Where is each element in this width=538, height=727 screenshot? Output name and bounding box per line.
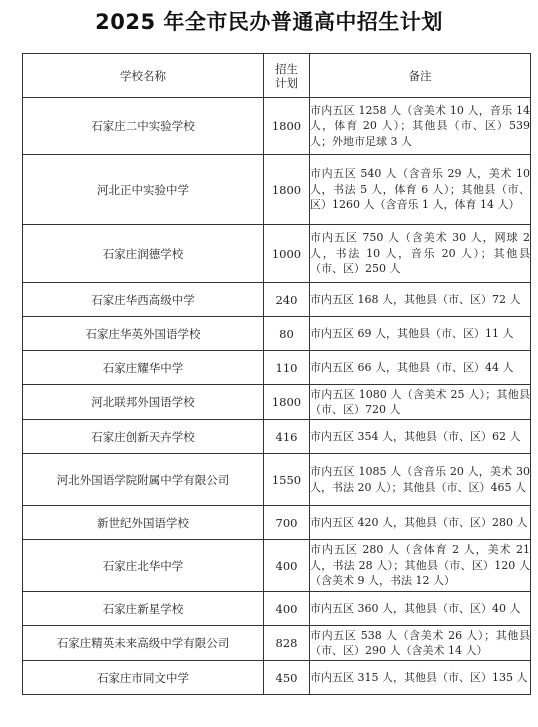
- note-text: 市内五区 354 人，其他县（市、区）62 人: [310, 420, 531, 454]
- quota-value: 1550: [264, 454, 310, 506]
- quota-value: 450: [264, 661, 310, 695]
- page-title: 2025 年全市民办普通高中招生计划: [95, 10, 443, 34]
- quota-value: 400: [264, 592, 310, 626]
- quota-value: 1800: [264, 98, 310, 155]
- school-name: 石家庄二中实验学校: [23, 98, 264, 155]
- quota-value: 1800: [264, 155, 310, 225]
- school-name: 石家庄市同文中学: [23, 661, 264, 695]
- note-text: 市内五区 360 人，其他县（市、区）40 人: [310, 592, 531, 626]
- school-name: 石家庄华英外国语学校: [23, 317, 264, 351]
- school-name: 河北正中实验中学: [23, 155, 264, 225]
- school-name: 石家庄新星学校: [23, 592, 264, 626]
- table-row: [23, 540, 531, 592]
- school-name: 河北联邦外国语学校: [23, 385, 264, 420]
- note-text: 市内五区 315 人，其他县（市、区）135 人: [310, 661, 531, 695]
- school-name: 石家庄北华中学: [23, 540, 264, 592]
- note-text: 市内五区 540 人（含音乐 29 人，美术 10 人，书法 5 人，体育 6 人）；其他县（市、区）1260 人（含音乐 1 人，体育 14 人）: [310, 155, 531, 225]
- table-row: [23, 98, 531, 155]
- note-text: 市内五区 168 人，其他县（市、区）72 人: [310, 283, 531, 317]
- school-name: 新世纪外国语学校: [23, 506, 264, 540]
- table-row: [23, 454, 531, 506]
- header-school: 学校名称: [23, 54, 264, 98]
- quota-value: 1800: [264, 385, 310, 420]
- table-row: [23, 225, 531, 283]
- school-name: 河北外国语学院附属中学有限公司: [23, 454, 264, 506]
- table-row: [23, 283, 531, 317]
- table-row: [23, 385, 531, 420]
- note-text: 市内五区 1258 人（含美术 10 人，音乐 14 人，体育 20 人）；其他县（市、区）539 人；外地市足球 3 人: [310, 98, 531, 155]
- note-text: 市内五区 280 人（含体育 2 人，美术 21 人，书法 28 人）；其他县（市、区）120 人（含美术 9 人，书法 12 人）: [310, 540, 531, 592]
- note-text: 市内五区 750 人（含美术 30 人，网球 2 人，书法 10 人，音乐 20 人）；其他县（市、区）250 人: [310, 225, 531, 283]
- header-note: 备注: [310, 54, 531, 98]
- quota-value: 416: [264, 420, 310, 454]
- note-text: 市内五区 420 人，其他县（市、区）280 人: [310, 506, 531, 540]
- school-name: 石家庄耀华中学: [23, 351, 264, 385]
- enrollment-plan-table: [22, 53, 531, 695]
- table-row: [23, 155, 531, 225]
- school-name: 石家庄润德学校: [23, 225, 264, 283]
- note-text: 市内五区 1085 人（含音乐 20 人，美术 30 人，书法 20 人）；其他县（市、区）465 人: [310, 454, 531, 506]
- note-text: 市内五区 1080 人（含美术 25 人）；其他县（市、区）720 人: [310, 385, 531, 420]
- quota-value: 240: [264, 283, 310, 317]
- quota-value: 1000: [264, 225, 310, 283]
- table-row: [23, 317, 531, 351]
- school-name: 石家庄华西高级中学: [23, 283, 264, 317]
- quota-value: 700: [264, 506, 310, 540]
- table-row: [23, 626, 531, 661]
- table-row: [23, 420, 531, 454]
- quota-value: 110: [264, 351, 310, 385]
- note-text: 市内五区 69 人，其他县（市、区）11 人: [310, 317, 531, 351]
- quota-value: 828: [264, 626, 310, 661]
- table-row: [23, 592, 531, 626]
- table-header-row: [23, 54, 531, 98]
- quota-value: 400: [264, 540, 310, 592]
- school-name: 石家庄精英未来高级中学有限公司: [23, 626, 264, 661]
- header-quota: 招生计划: [264, 54, 310, 98]
- table-row: [23, 661, 531, 695]
- school-name: 石家庄创新天卉学校: [23, 420, 264, 454]
- table-row: [23, 351, 531, 385]
- table-row: [23, 506, 531, 540]
- note-text: 市内五区 66 人，其他县（市、区）44 人: [310, 351, 531, 385]
- quota-value: 80: [264, 317, 310, 351]
- note-text: 市内五区 538 人（含美术 26 人）；其他县（市、区）290 人（含美术 14 人）: [310, 626, 531, 661]
